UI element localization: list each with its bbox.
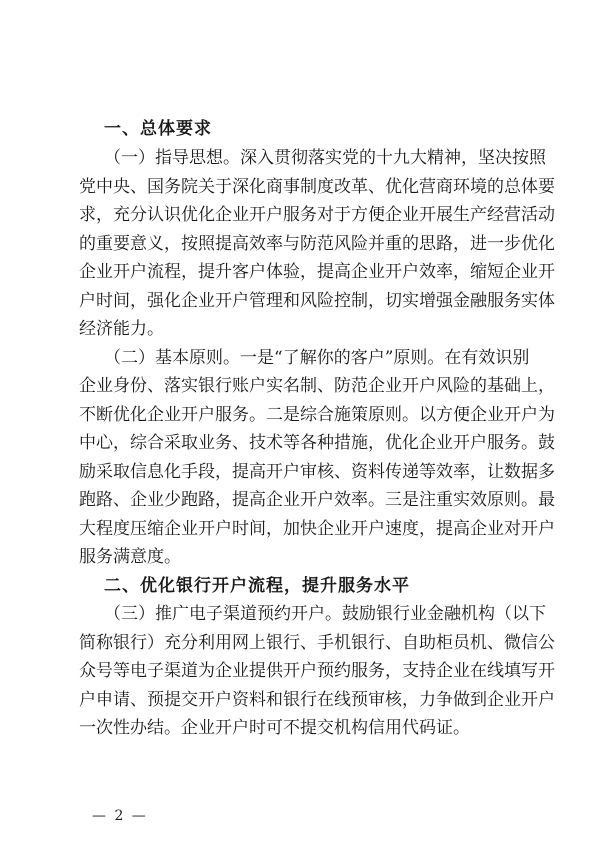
paragraph-line: 简称银行）充分利用网上银行、手机银行、自助柜员机、微信公 bbox=[79, 632, 555, 653]
paragraph-line: 的重要意义，按照提高效率与防范风险并重的思路，进一步优化 bbox=[79, 233, 555, 254]
paragraph-line: 一次性办结。企业开户时可不提交机构信用代码证。 bbox=[79, 718, 470, 738]
paragraph-line: 大程度压缩企业开户时间，加快企业开户速度，提高企业对开户 bbox=[79, 518, 555, 539]
paragraph-line: 励采取信息化手段，提高开户审核、资料传递等效率，让数据多 bbox=[79, 461, 555, 482]
section-heading: 二、优化银行开户流程，提升服务水平 bbox=[104, 575, 410, 596]
paragraph-line: 企业身份、落实银行账户实名制、防范企业开户风险的基础上， bbox=[79, 376, 555, 396]
paragraph-line: （二）基本原则。一是“了解你的客户”原则。在有效识别 bbox=[104, 347, 530, 368]
section-heading: 一、总体要求 bbox=[104, 119, 212, 139]
paragraph-line: 跑路、企业少跑路，提高企业开户效率。三是注重实效原则。最 bbox=[79, 490, 555, 510]
paragraph-line: （三）推广电子渠道预约开户。鼓励银行业金融机构（以下 bbox=[104, 604, 546, 624]
paragraph-line: 党中央、国务院关于深化商事制度改革、优化营商环境的总体要 bbox=[79, 176, 555, 197]
paragraph-line: 户申请、预提交开户资料和银行在线预审核，力争做到企业开户 bbox=[79, 689, 555, 710]
paragraph-line: 服务满意度。 bbox=[79, 547, 181, 567]
paragraph-line: 众号等电子渠道为企业提供开户预约服务，支持企业在线填写开 bbox=[79, 661, 555, 681]
paragraph-line: 户时间，强化企业开户管理和风险控制，切实增强金融服务实体 bbox=[79, 290, 555, 311]
page-number: — 2 — bbox=[92, 808, 148, 824]
paragraph-line: 不断优化企业开户服务。二是综合施策原则。以方便企业开户为 bbox=[79, 404, 555, 425]
paragraph-line: 中心，综合采取业务、技术等各种措施，优化企业开户服务。鼓 bbox=[79, 433, 555, 453]
paragraph-line: 求，充分认识优化企业开户服务对于方便企业开展生产经营活动 bbox=[79, 205, 555, 225]
paragraph-line: 企业开户流程，提升客户体验，提高企业开户效率，缩短企业开 bbox=[79, 262, 555, 282]
paragraph-line: 经济能力。 bbox=[79, 319, 164, 339]
paragraph-line: （一）指导思想。深入贯彻落实党的十九大精神，坚决按照 bbox=[104, 148, 546, 168]
